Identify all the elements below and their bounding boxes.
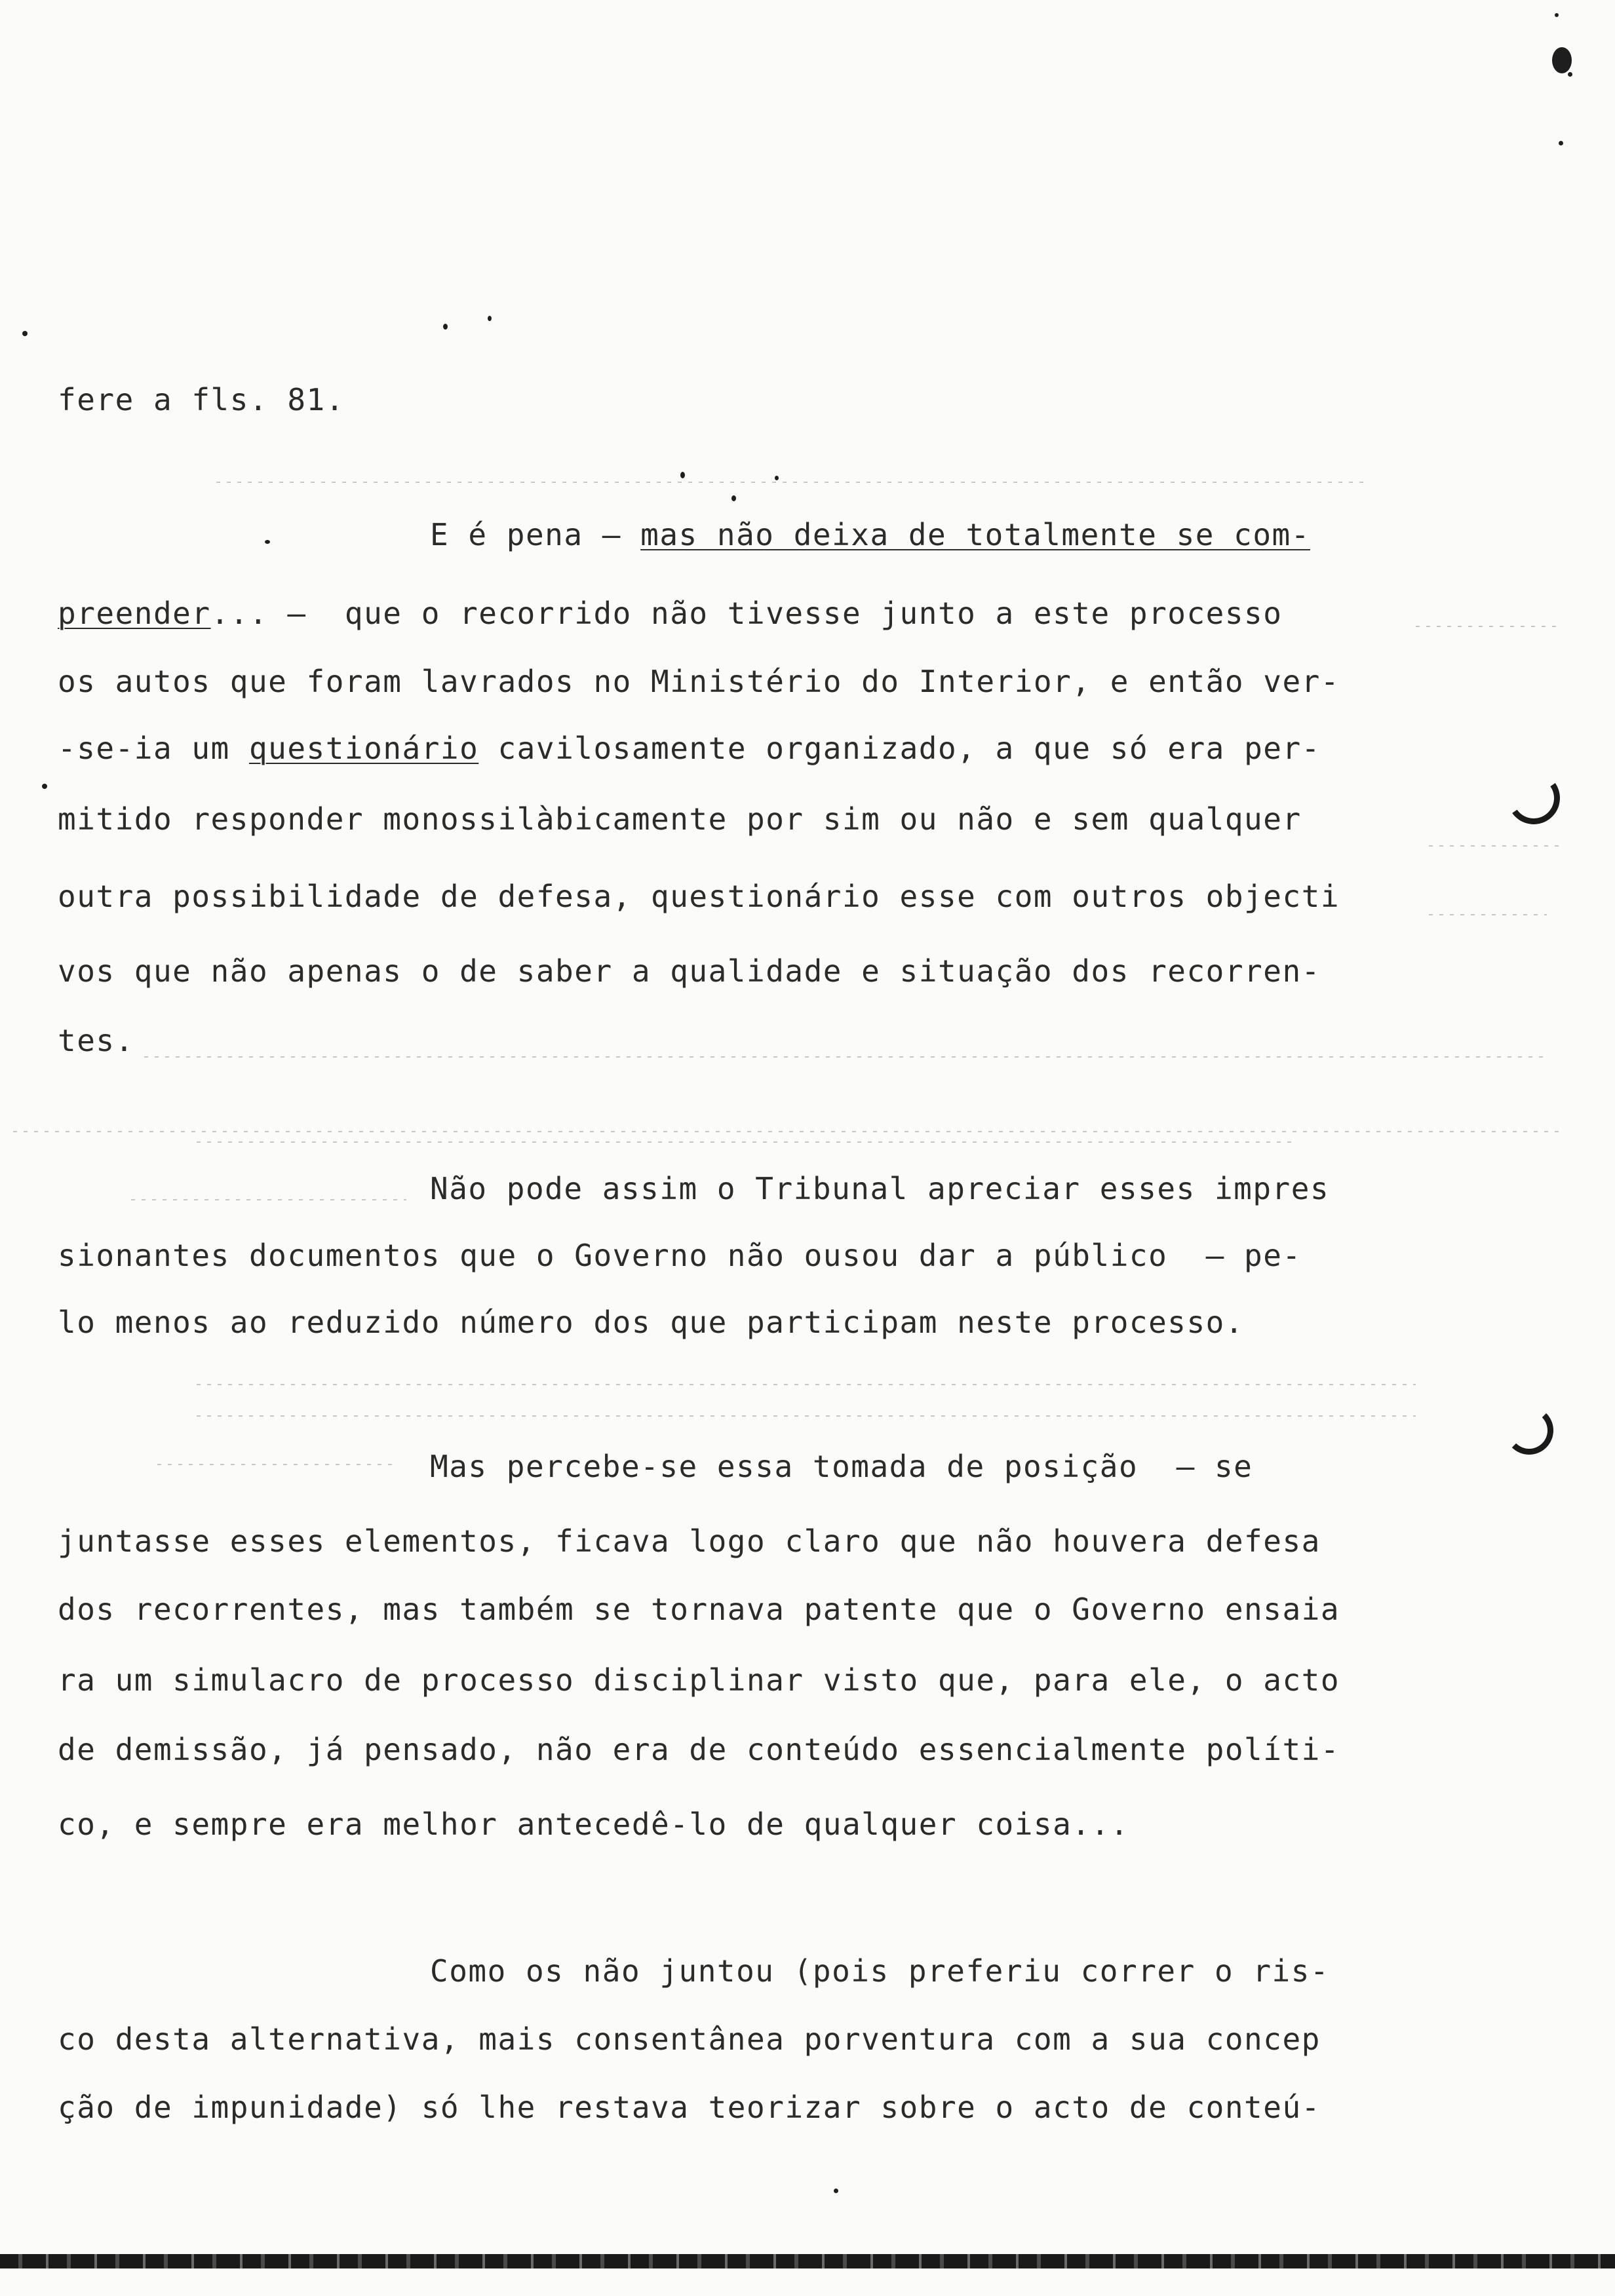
scan-smear: [1429, 845, 1560, 847]
text-fragment: Mas percebe-se essa tomada de posição — se: [430, 1449, 1253, 1484]
ink-dot: [731, 495, 736, 501]
text-fragment: os autos que foram lavrados no Ministério do Interior, e então ver-: [58, 664, 1340, 699]
text-fragment: ... — que o recorrido não tivesse junto a este processo: [210, 596, 1283, 631]
text-fragment: tes.: [58, 1023, 134, 1058]
scan-smear: [197, 1384, 1416, 1385]
text-fragment: cavilosamente organizado, a que só era per-: [478, 731, 1321, 766]
text-line: [58, 381, 345, 418]
text-fragment: vos que não apenas o de saber a qualidade e situação dos recorren-: [58, 953, 1321, 989]
text-line: [58, 1806, 1129, 1843]
ink-dot: [775, 476, 779, 480]
text-line: [58, 878, 1340, 915]
punch-hole-mark: [1505, 1406, 1553, 1455]
text-fragment: Como os não juntou (pois preferiu correr o ris-: [430, 1953, 1330, 1989]
scan-smear: [157, 1464, 393, 1465]
scan-edge-bar: [0, 2254, 1615, 2268]
scan-smear: [197, 1141, 1298, 1143]
text-line: [58, 1591, 1340, 1628]
text-fragment: E é pena: [430, 517, 602, 552]
ink-blot: [1552, 47, 1572, 73]
text-fragment: outra possibilidade de defesa, questionário esse com outros objecti: [58, 879, 1340, 914]
em-dash: —: [602, 517, 641, 552]
scan-smear: [1429, 914, 1547, 915]
ink-dot: [1559, 141, 1563, 145]
text-line: [430, 516, 1310, 553]
text-fragment: dos recorrentes, mas também se tornava patente que o Governo ensaia: [58, 1592, 1340, 1627]
scan-smear: [13, 1131, 1560, 1132]
scan-smear: [131, 1199, 406, 1200]
text-line: [58, 663, 1340, 700]
text-fragment: fere a fls. 81.: [58, 382, 345, 417]
text-line: [430, 1953, 1329, 1989]
text-line: [58, 1662, 1340, 1698]
text-fragment: ra um simulacro de processo disciplinar visto que, para ele, o acto: [58, 1662, 1340, 1698]
text-fragment: co desta alternativa, mais consentânea porventura com a sua concep: [58, 2021, 1321, 2057]
text-line: [58, 801, 1302, 837]
text-line: [58, 1523, 1321, 1559]
text-line: [430, 1170, 1329, 1207]
scan-smear: [144, 1056, 1547, 1058]
ink-dot: [443, 324, 448, 330]
text-line: [58, 730, 1321, 767]
ink-dot: [22, 331, 28, 336]
scan-smear: [1416, 626, 1560, 627]
text-line: [58, 2089, 1321, 2126]
text-fragment: -se-ia um: [58, 731, 249, 766]
text-fragment: lo menos ao reduzido número dos que participam neste processo.: [58, 1305, 1245, 1340]
underlined-text: preender: [58, 596, 211, 631]
ink-dot: [680, 472, 685, 478]
text-fragment: ção de impunidade) só lhe restava teorizar sobre o acto de conteú-: [58, 2090, 1321, 2125]
ink-dot: [834, 2189, 838, 2193]
ink-dot: [488, 316, 492, 321]
text-line: [430, 1448, 1253, 1485]
text-line: [58, 1731, 1340, 1768]
text-fragment: mitido responder monossilàbicamente por sim ou não e sem qualquer: [58, 801, 1302, 837]
text-fragment: Não pode assim o Tribunal apreciar esses impres: [430, 1171, 1330, 1206]
ink-dot: [265, 540, 270, 544]
text-line: [58, 1022, 134, 1059]
underlined-text: mas não deixa de totalmente se com-: [640, 517, 1310, 552]
ink-dot: [1568, 72, 1572, 77]
text-fragment: de demissão, já pensado, não era de conteúdo essencialmente políti-: [58, 1732, 1340, 1767]
text-line: [58, 1304, 1244, 1341]
ink-dot: [42, 784, 47, 789]
ink-dot: [1555, 13, 1559, 17]
underlined-text: questionário: [248, 731, 479, 766]
text-fragment: sionantes documentos que o Governo não ousou dar a público — pe-: [58, 1238, 1302, 1273]
text-line: [58, 595, 1282, 632]
text-line: [58, 1237, 1302, 1274]
text-line: [58, 2021, 1321, 2057]
text-fragment: juntasse esses elementos, ficava logo claro que não houvera defesa: [58, 1523, 1321, 1559]
punch-hole-mark: [1504, 768, 1565, 829]
text-fragment: co, e sempre era melhor antecedê-lo de qualquer coisa...: [58, 1807, 1129, 1842]
text-line: [58, 953, 1321, 989]
scan-smear: [216, 482, 1370, 483]
scan-smear: [197, 1415, 1416, 1417]
